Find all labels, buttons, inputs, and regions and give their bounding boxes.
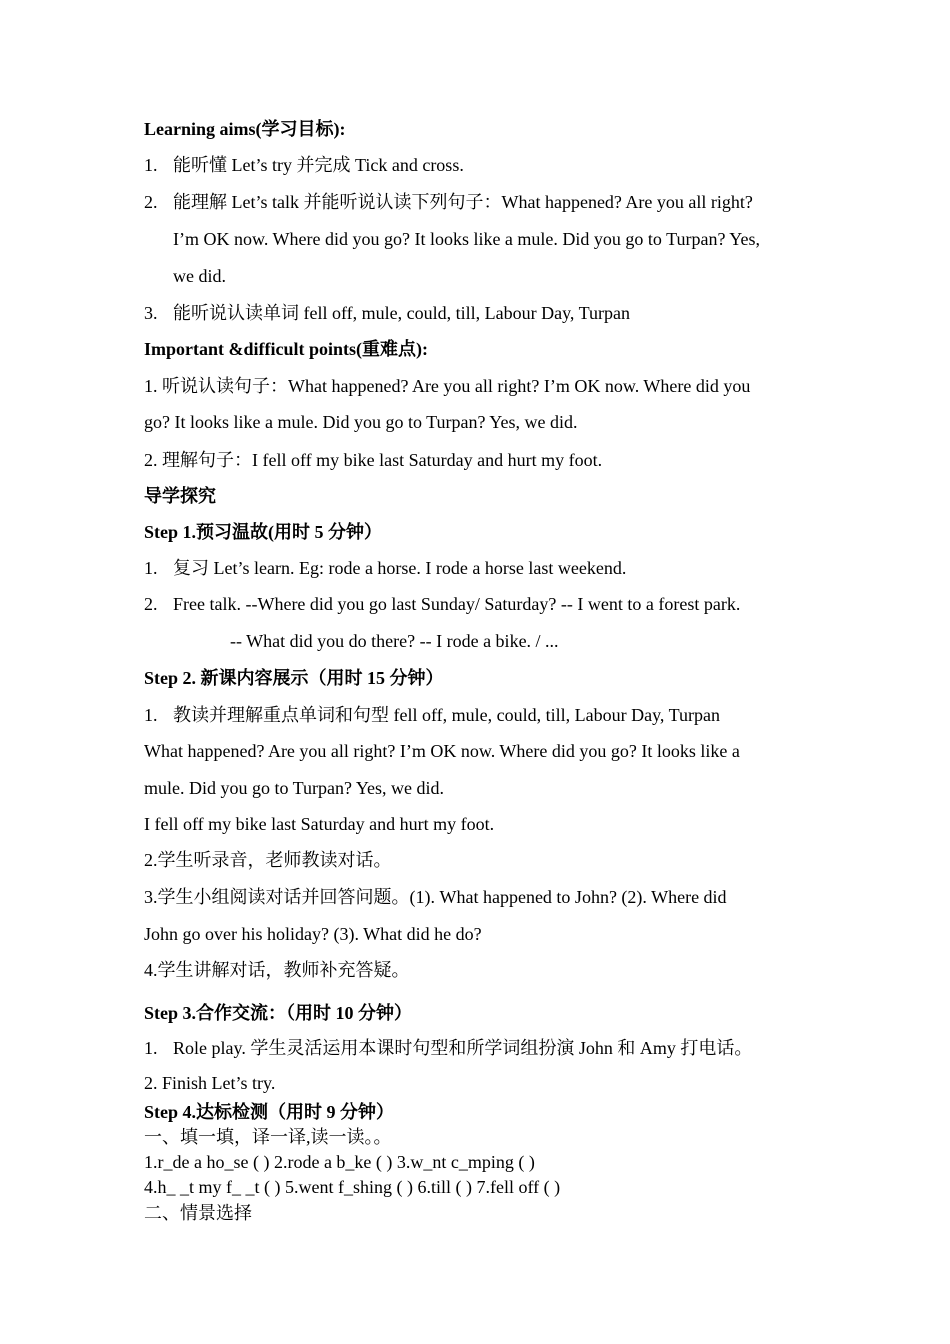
step2-heading: Step 2. 新课内容展示（用时 15 分钟） — [144, 668, 444, 688]
step4-line: 一、填一填，译一译,读一读。。 — [144, 1127, 392, 1147]
step1-indented-line: -- What did you do there? -- I rode a bike. / ... — [230, 631, 559, 651]
important-point-line: 1. 听说认读句子：What happened? Are you all right? I’m OK now. Where did you — [144, 376, 751, 396]
aim-item-2-continuation: we did. — [173, 266, 226, 286]
important-point-line: go? It looks like a mule. Did you go to Turpan? Yes, we did. — [144, 412, 578, 432]
aim-item-1-number: 1. — [144, 155, 158, 175]
step3-heading: Step 3.合作交流：（用时 10 分钟） — [144, 1003, 413, 1023]
step1-heading: Step 1.预习温故(用时 5 分钟） — [144, 522, 382, 542]
step2-line: 3.学生小组阅读对话并回答问题。(1). What happened to John? (2). Where did — [144, 887, 727, 907]
step4-line: 1.r_de a ho_se ( ) 2.rode a b_ke ( ) 3.w_nt c_mping ( ) — [144, 1152, 535, 1172]
step1-item-2-number: 2. — [144, 594, 158, 614]
step3-item-2: 2. Finish Let’s try. — [144, 1073, 276, 1093]
learning-aims-heading: Learning aims(学习目标): — [144, 119, 346, 139]
aim-item-3-text: 能听说认读单词 fell off, mule, could, till, Labour Day, Turpan — [173, 303, 630, 323]
guide-heading: 导学探究 — [144, 486, 216, 506]
step1-item-1-text: 复习 Let’s learn. Eg: rode a horse. I rode a horse last weekend. — [173, 558, 627, 578]
step2-line: I fell off my bike last Saturday and hurt my foot. — [144, 814, 495, 834]
aim-item-2-continuation: I’m OK now. Where did you go? It looks like a mule. Did you go to Turpan? Yes, — [173, 229, 760, 249]
step1-item-1-number: 1. — [144, 558, 158, 578]
step2-item-1-number: 1. — [144, 705, 158, 725]
step4-line: 二、情景选择 — [144, 1203, 252, 1223]
step2-line: 4.学生讲解对话，教师补充答疑。 — [144, 960, 410, 980]
step2-line: What happened? Are you all right? I’m OK now. Where did you go? It looks like a — [144, 741, 740, 761]
step2-line: mule. Did you go to Turpan? Yes, we did. — [144, 778, 445, 798]
step1-item-2-text: Free talk. --Where did you go last Sunday/ Saturday? -- I went to a forest park. — [173, 594, 741, 614]
aim-item-3-number: 3. — [144, 303, 158, 323]
step2-item-1-text: 教读并理解重点单词和句型 fell off, mule, could, till, Labour Day, Turpan — [173, 705, 720, 725]
step3-item-1-text: Role play. 学生灵活运用本课时句型和所学词组扮演 John 和 Amy 打电话。 — [173, 1038, 753, 1058]
step4-heading: Step 4.达标检测（用时 9 分钟） — [144, 1102, 395, 1122]
aim-item-1-text: 能听懂 Let’s try 并完成 Tick and cross. — [173, 155, 464, 175]
aim-item-2-text: 能理解 Let’s talk 并能听说认读下列句子：What happened? Are you all right? — [173, 192, 753, 212]
important-points-heading: Important &difficult points(重难点): — [144, 339, 428, 359]
step2-line: 2.学生听录音，老师教读对话。 — [144, 850, 392, 870]
step2-line: John go over his holiday? (3). What did he do? — [144, 924, 482, 944]
step3-item-1-number: 1. — [144, 1038, 158, 1058]
important-point-line: 2. 理解句子：I fell off my bike last Saturday and hurt my foot. — [144, 450, 603, 470]
step4-line: 4.h_ _t my f_ _t ( ) 5.went f_shing ( ) 6.till ( ) 7.fell off ( ) — [144, 1177, 561, 1197]
aim-item-2-number: 2. — [144, 192, 158, 212]
